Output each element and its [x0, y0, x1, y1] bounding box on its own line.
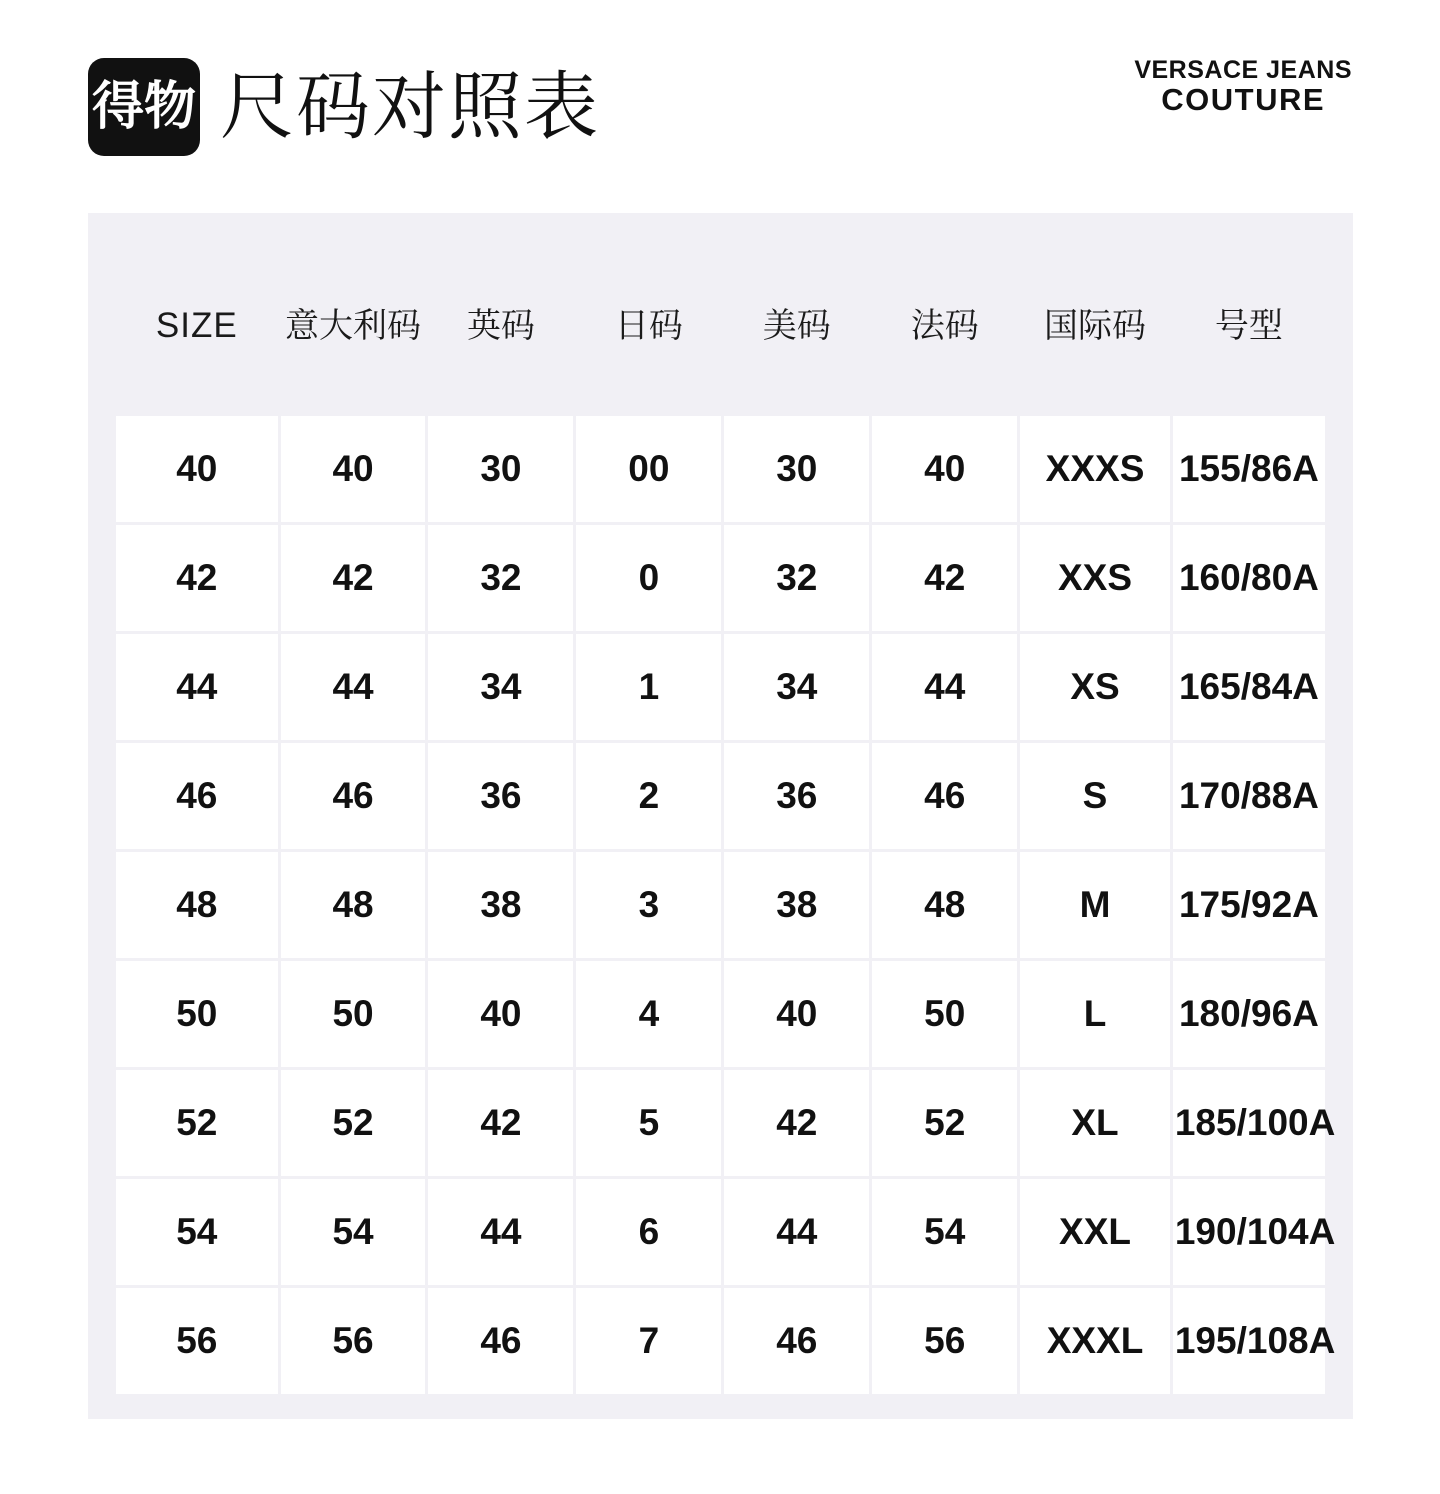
dewu-logo-badge — [88, 58, 200, 156]
cell-us: 40 — [724, 961, 869, 1067]
column-header-japan: 日码 — [576, 238, 721, 413]
cell-international: S — [1020, 743, 1170, 849]
cell-france: 50 — [872, 961, 1017, 1067]
cell-us: 44 — [724, 1179, 869, 1285]
cell-italy: 56 — [281, 1288, 426, 1394]
cell-italy: 50 — [281, 961, 426, 1067]
column-header-height-bust: 号型 — [1173, 238, 1325, 413]
cell-us: 46 — [724, 1288, 869, 1394]
cell-us: 30 — [724, 416, 869, 522]
versace-jeans-couture-logo — [1134, 58, 1352, 115]
cell-uk: 38 — [428, 852, 573, 958]
column-header-size: SIZE — [116, 238, 278, 413]
cell-japan: 5 — [576, 1070, 721, 1176]
table-row — [116, 1179, 1325, 1285]
cell-height-bust: 160/80A — [1173, 525, 1325, 631]
table-row — [116, 416, 1325, 522]
cell-japan: 3 — [576, 852, 721, 958]
cell-size: 48 — [116, 852, 278, 958]
cell-height-bust: 185/100A — [1173, 1070, 1325, 1176]
table-row — [116, 743, 1325, 849]
cell-height-bust: 165/84A — [1173, 634, 1325, 740]
table-header-row — [116, 238, 1325, 413]
cell-size: 40 — [116, 416, 278, 522]
cell-size: 56 — [116, 1288, 278, 1394]
column-header-italy: 意大利码 — [281, 238, 426, 413]
cell-size: 42 — [116, 525, 278, 631]
table-row — [116, 1070, 1325, 1176]
table-row — [116, 961, 1325, 1067]
cell-us: 42 — [724, 1070, 869, 1176]
page-header — [88, 30, 1352, 150]
table-row — [116, 852, 1325, 958]
cell-height-bust: 175/92A — [1173, 852, 1325, 958]
cell-size: 52 — [116, 1070, 278, 1176]
column-header-us: 美码 — [724, 238, 869, 413]
brand-line-2: COUTURE — [1161, 81, 1326, 117]
cell-france: 46 — [872, 743, 1017, 849]
cell-france: 52 — [872, 1070, 1017, 1176]
cell-italy: 44 — [281, 634, 426, 740]
cell-us: 34 — [724, 634, 869, 740]
cell-uk: 36 — [428, 743, 573, 849]
cell-us: 38 — [724, 852, 869, 958]
cell-international: XXL — [1020, 1179, 1170, 1285]
cell-height-bust: 195/108A — [1173, 1288, 1325, 1394]
table-body — [116, 416, 1336, 1394]
cell-uk: 30 — [428, 416, 573, 522]
column-header-international: 国际码 — [1020, 238, 1170, 413]
cell-uk: 44 — [428, 1179, 573, 1285]
table-header — [116, 238, 1325, 413]
cell-size: 54 — [116, 1179, 278, 1285]
cell-france: 44 — [872, 634, 1017, 740]
cell-international: XXS — [1020, 525, 1170, 631]
cell-international: XXXS — [1020, 416, 1170, 522]
cell-france: 48 — [872, 852, 1017, 958]
cell-size: 50 — [116, 961, 278, 1067]
cell-japan: 7 — [576, 1288, 721, 1394]
cell-italy: 52 — [281, 1070, 426, 1176]
cell-france: 42 — [872, 525, 1017, 631]
cell-japan: 2 — [576, 743, 721, 849]
size-conversion-table — [113, 235, 1336, 1397]
cell-uk: 40 — [428, 961, 573, 1067]
dewu-logo-text: 得物 — [91, 77, 196, 137]
cell-height-bust: 180/96A — [1173, 961, 1325, 1067]
brand-line-1: VERSACE JEANS — [1134, 56, 1352, 84]
cell-japan: 1 — [576, 634, 721, 740]
cell-uk: 34 — [428, 634, 573, 740]
table-row — [116, 1288, 1325, 1394]
cell-italy: 40 — [281, 416, 426, 522]
cell-international: XXXL — [1020, 1288, 1170, 1394]
cell-france: 40 — [872, 416, 1017, 522]
cell-uk: 46 — [428, 1288, 573, 1394]
cell-height-bust: 155/86A — [1173, 416, 1325, 522]
table-row — [116, 634, 1325, 740]
column-header-uk: 英码 — [428, 238, 573, 413]
cell-international: L — [1020, 961, 1170, 1067]
cell-japan: 0 — [576, 525, 721, 631]
cell-uk: 32 — [428, 525, 573, 631]
page-title: 尺码对照表 — [220, 64, 600, 150]
cell-us: 32 — [724, 525, 869, 631]
cell-international: M — [1020, 852, 1170, 958]
cell-italy: 48 — [281, 852, 426, 958]
table-row — [116, 525, 1325, 631]
cell-us: 36 — [724, 743, 869, 849]
cell-italy: 46 — [281, 743, 426, 849]
cell-uk: 42 — [428, 1070, 573, 1176]
cell-japan: 00 — [576, 416, 721, 522]
cell-height-bust: 190/104A — [1173, 1179, 1325, 1285]
cell-size: 46 — [116, 743, 278, 849]
cell-international: XS — [1020, 634, 1170, 740]
cell-height-bust: 170/88A — [1173, 743, 1325, 849]
column-header-france: 法码 — [872, 238, 1017, 413]
cell-japan: 6 — [576, 1179, 721, 1285]
cell-size: 44 — [116, 634, 278, 740]
size-table-container — [88, 213, 1353, 1419]
cell-italy: 54 — [281, 1179, 426, 1285]
cell-japan: 4 — [576, 961, 721, 1067]
cell-italy: 42 — [281, 525, 426, 631]
cell-france: 54 — [872, 1179, 1017, 1285]
cell-france: 56 — [872, 1288, 1017, 1394]
cell-international: XL — [1020, 1070, 1170, 1176]
